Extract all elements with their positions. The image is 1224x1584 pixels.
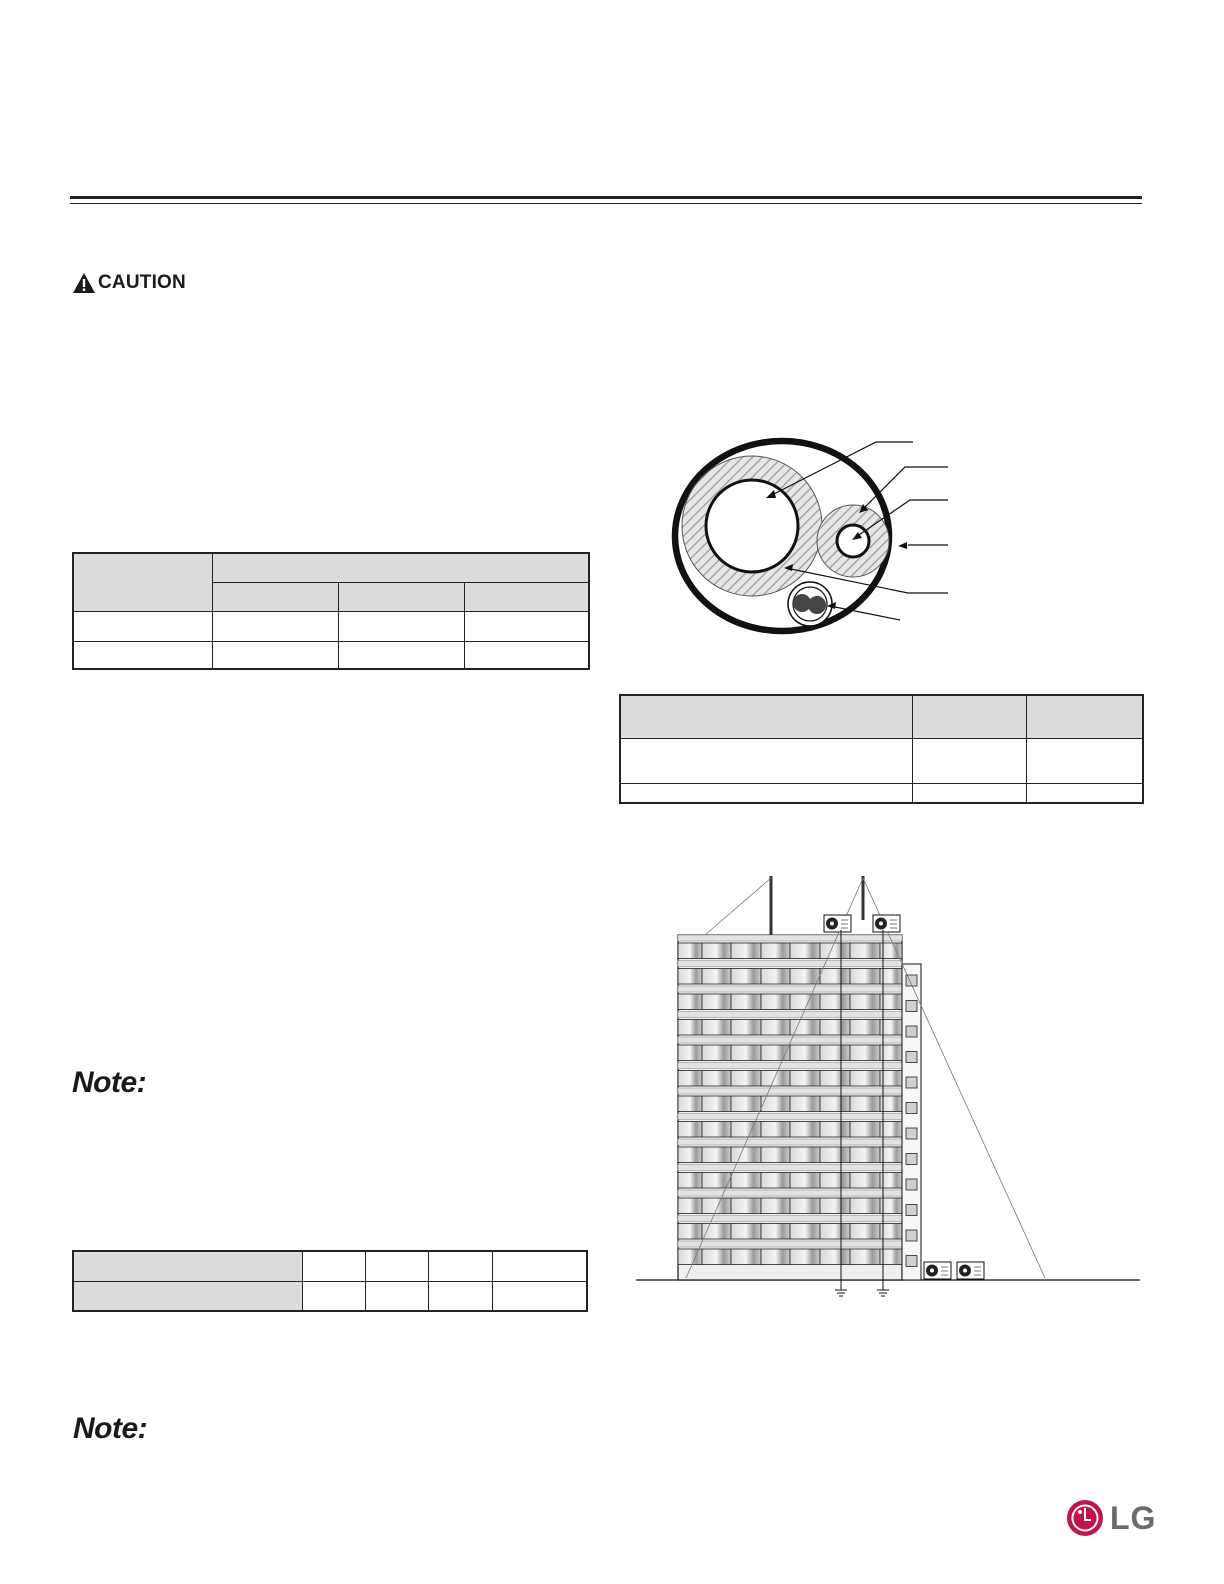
- table3-cell: [620, 739, 913, 784]
- table1-cell: [339, 641, 465, 669]
- header-rule-top: [70, 196, 1142, 199]
- table1-cell: [73, 641, 213, 669]
- table3-cell: [913, 783, 1027, 803]
- note-label-1: Note:: [72, 1066, 147, 1099]
- table1-cell: [465, 641, 590, 669]
- table2-cell: [366, 1251, 429, 1281]
- table3-header-cell: [620, 695, 913, 739]
- table2-header-cell: [73, 1281, 303, 1311]
- table2-header-cell: [73, 1251, 303, 1281]
- caution-heading: [72, 272, 186, 294]
- header-rule-bottom: [70, 203, 1142, 204]
- table1-header-cell: [213, 582, 339, 611]
- table3-header-cell: [913, 695, 1027, 739]
- table1-header-cell: [73, 553, 213, 611]
- note-label-2: Note:: [73, 1412, 148, 1445]
- spec-table-1: [72, 552, 590, 670]
- spec-table-3: [619, 694, 1144, 804]
- table1-cell: [213, 641, 339, 669]
- lg-logo-text: LG: [1110, 1499, 1157, 1536]
- lg-logo: [1066, 1499, 1156, 1537]
- table2-cell: [429, 1251, 492, 1281]
- table1-cell: [339, 611, 465, 641]
- warning-triangle-icon: [72, 272, 96, 294]
- table1-cell: [73, 611, 213, 641]
- table2-cell: [303, 1251, 366, 1281]
- spec-table-2: [72, 1250, 588, 1312]
- table1-header-cell: [213, 553, 590, 582]
- table3-cell: [1027, 783, 1144, 803]
- lg-logo-icon: [1066, 1499, 1104, 1537]
- table2-cell: [366, 1281, 429, 1311]
- table2-cell: [303, 1281, 366, 1311]
- table2-cell: [492, 1251, 587, 1281]
- table1-cell: [213, 611, 339, 641]
- table3-cell: [1027, 739, 1144, 784]
- table1-header-cell: [465, 582, 590, 611]
- table1-cell: [465, 611, 590, 641]
- table2-cell: [429, 1281, 492, 1311]
- table3-cell: [620, 783, 913, 803]
- table1-header-cell: [339, 582, 465, 611]
- caution-label: CAUTION: [98, 272, 186, 293]
- building-lightning-protection-diagram: [630, 868, 1150, 1308]
- table3-cell: [913, 739, 1027, 784]
- table3-header-cell: [1027, 695, 1144, 739]
- cable-cross-section-diagram: [660, 430, 960, 640]
- table2-cell: [492, 1281, 587, 1311]
